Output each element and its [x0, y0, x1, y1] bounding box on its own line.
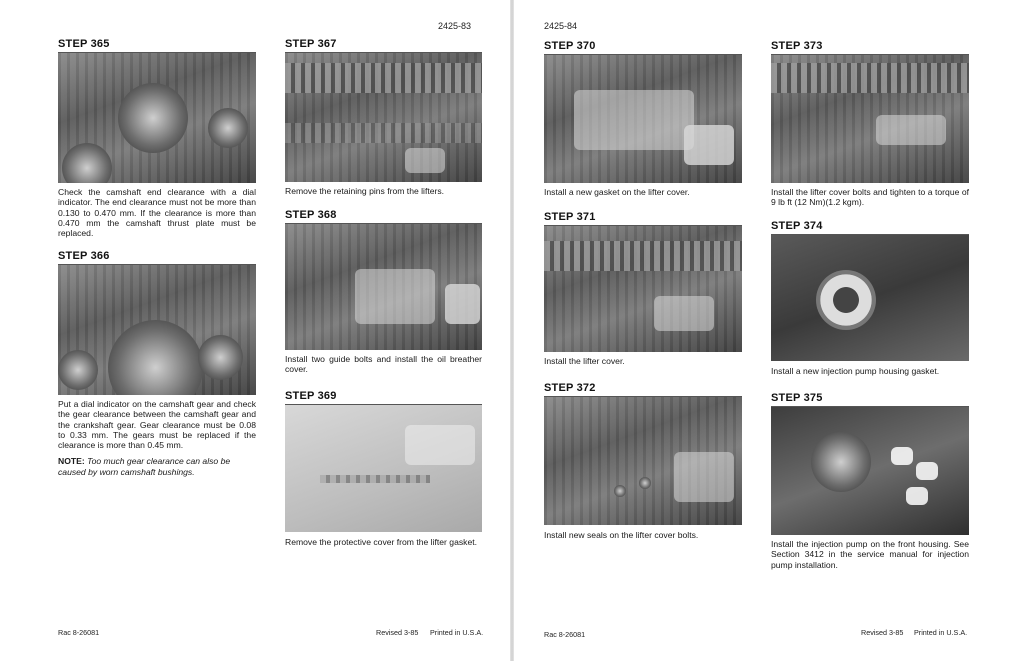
step-caption: Install a new gasket on the lifter cover.: [544, 187, 690, 197]
step-title: STEP 374: [771, 220, 823, 232]
step-caption: Install a new injection pump housing gasket.: [771, 366, 940, 376]
step-note: [58, 456, 256, 477]
step-373: [771, 40, 969, 208]
footer-doc-id: Rac 8-26081: [58, 628, 100, 637]
right-page: [514, 0, 1024, 661]
step-caption: Install the injection pump on the front housing. See Section 3412 in the service manual for injection pump installation.: [771, 539, 969, 570]
step-title: STEP 370: [544, 40, 596, 52]
note-text: Too much gear clearance can also be caused by worn camshaft bushings.: [58, 456, 231, 477]
step-368-photo: [285, 223, 482, 350]
step-374-photo: [771, 234, 969, 361]
step-375-photo: [771, 406, 969, 535]
step-title: STEP 373: [771, 40, 823, 52]
page-number: 2425-84: [544, 21, 578, 31]
step-caption: Install two guide bolts and install the oil breather cover.: [285, 354, 482, 375]
step-369: [285, 390, 482, 547]
footer-printed: Printed in U.S.A.: [914, 628, 968, 637]
step-365-photo: [58, 52, 256, 183]
step-title: STEP 375: [771, 392, 823, 404]
step-caption: Remove the protective cover from the lifter gasket.: [285, 537, 478, 547]
step-373-photo: [771, 54, 969, 183]
footer-revised: Revised 3-85: [861, 628, 904, 637]
step-title: STEP 365: [58, 38, 110, 50]
step-title: STEP 366: [58, 250, 110, 262]
step-title: STEP 371: [544, 211, 596, 223]
step-title: STEP 372: [544, 382, 596, 394]
left-page: [0, 0, 510, 661]
step-367: [285, 38, 482, 196]
footer-revised: Revised 3-85: [376, 628, 419, 637]
step-370-photo: [544, 54, 742, 183]
step-374: [771, 220, 969, 376]
step-371-photo: [544, 225, 742, 352]
step-366-photo: [58, 264, 256, 395]
step-caption: Install new seals on the lifter cover bolts.: [544, 530, 699, 540]
note-label: NOTE:: [58, 456, 85, 467]
step-caption: Install the lifter cover bolts and tighten to a torque of 9 lb ft (12 Nm)(1.2 kgm).: [771, 187, 969, 208]
step-caption: Install the lifter cover.: [544, 356, 625, 366]
step-367-photo: [285, 52, 482, 182]
step-370: [544, 40, 742, 197]
step-371: [544, 211, 742, 366]
step-title: STEP 369: [285, 390, 337, 402]
step-372-photo: [544, 396, 742, 525]
step-369-photo: [285, 404, 482, 532]
footer-printed: Printed in U.S.A.: [430, 628, 484, 637]
step-366: [58, 250, 256, 477]
step-365: [58, 38, 256, 238]
step-375: [771, 392, 969, 570]
step-368: [285, 209, 482, 375]
step-caption: Put a dial indicator on the camshaft gear and check the gear clearance between the camshaft gear and the crankshaft gear. Gear clearance must be 0.08 to 0.33 mm. The gears must be replaced if the clearance is more than 0.45 mm.: [58, 399, 256, 451]
footer-doc-id: Rac 8-26081: [544, 630, 586, 639]
step-caption: Check the camshaft end clearance with a dial indicator. The end clearance must not be more than 0.130 to 0.470 mm. If the clearance is more than 0.470 mm the camshaft thrust plate must be replaced.: [58, 187, 256, 239]
page-number: 2425-83: [438, 21, 472, 31]
step-caption: Remove the retaining pins from the lifters.: [285, 186, 445, 196]
step-372: [544, 382, 742, 540]
step-title: STEP 367: [285, 38, 337, 50]
step-title: STEP 368: [285, 209, 337, 221]
